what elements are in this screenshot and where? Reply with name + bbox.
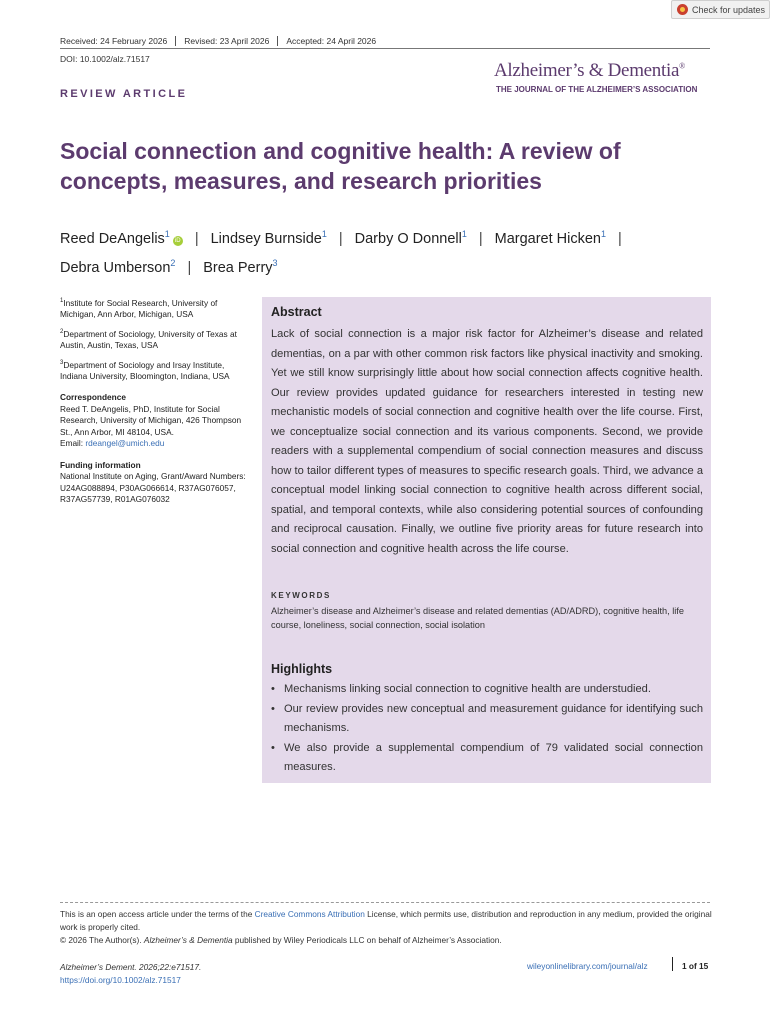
abstract-text: Lack of social connection is a major risk factor for Alzheimer’s disease and related dementias, on a par with other common risk factors like physical inactivity and smoking. Yet we still know surprisingly little about how social connection affects cognitive health. Our review provides updated guidance for researchers interested in testing new mechanistic models of social connection and cognitive health over the life course. First, we conceptualize social connection and its various components. Second, we provide readers with a supplemental compendium of social connection measures and discuss how to tailor different types of measures to specific research goals. Third, we advance a conceptual model linking social connection to cognitive health across different social, spatial, and temporal contexts, while also considering potential sources of confounding and reciprocal causation. Finally, we outline five priority areas for future research into social connection and cognitive health across the life course.	[271, 328, 703, 555]
article-doi: DOI: 10.1002/alz.71517	[60, 54, 150, 64]
check-for-updates-label: Check for updates	[692, 4, 766, 15]
keywords-text: Alzheimer’s disease and Alzheimer’s disease and related dementias (AD/ADRD), cognitive health, life course, loneliness, social connection, social isolation	[271, 606, 684, 630]
article-sidebar	[60, 296, 250, 506]
author-separator: |	[194, 230, 199, 247]
footer-citation	[60, 961, 201, 987]
author[interactable]: Brea Perry$^3$	[203, 257, 278, 276]
license-notice	[60, 908, 712, 947]
orcid-icon[interactable]: iD	[173, 236, 183, 246]
abstract-heading: Abstract	[271, 305, 322, 319]
author[interactable]: Margaret Hicken$^1$	[494, 229, 607, 247]
citation-text: Alzheimer’s Dement. 2026;22:e71517.	[60, 962, 202, 972]
license-divider	[60, 902, 710, 903]
header-divider	[60, 48, 710, 49]
check-for-updates-button[interactable]	[671, 0, 770, 19]
affiliation: $^3$Department of Sociology and Irsay Institute, Indiana University, Bloomington, Indiana, USA	[60, 359, 230, 381]
funding-text: National Institute on Aging, Grant/Award Numbers: U24AG088894, P30AG066614, R37AG076057, R37AG57739, R01AG076032	[60, 471, 246, 505]
received-date: Received: 24 February 2026	[60, 36, 176, 46]
journal-url-link[interactable]: wileyonlinelibrary.com/journal/alz	[527, 961, 648, 971]
author[interactable]: Darby O Donnell$^1$	[354, 229, 467, 247]
affiliation: $^1$Institute for Social Research, University of Michigan, Ann Arbor, Michigan, USA	[60, 297, 218, 320]
article-dates	[60, 36, 384, 46]
creative-commons-link[interactable]: Creative Commons Attribution	[254, 909, 365, 919]
funding-heading: Funding information	[60, 459, 141, 470]
keywords-heading: KEYWORDS	[271, 591, 331, 600]
journal-subtitle: THE JOURNAL OF THE ALZHEIMER’S ASSOCIATION	[496, 85, 698, 94]
highlight-item: • Our review provides new conceptual and measurement guidance for identifying such mechanisms.	[271, 700, 703, 739]
highlight-item: • We also provide a supplemental compendium of 79 validated social connection measures.	[271, 739, 703, 778]
journal-logo	[494, 60, 685, 82]
highlight-item: • Mechanisms linking social connection to cognitive health are understudied.	[271, 680, 703, 700]
accepted-date: Accepted: 24 April 2026	[286, 36, 377, 46]
author[interactable]: Lindsey Burnside$^1$	[210, 229, 327, 247]
author-separator: |	[618, 230, 622, 247]
copyright-text: © 2026 The Author(s). Alzheimer’s & Dementia published by Wiley Periodicals LLC on behalf of Alzheimer’s Association.	[60, 935, 502, 945]
journal-name: Alzheimer’s & Dementia	[494, 60, 680, 81]
footer-divider	[672, 957, 673, 971]
author-separator: |	[338, 230, 343, 247]
article-type: REVIEW ARTICLE	[60, 88, 188, 100]
revised-date: Revised: 23 April 2026	[176, 36, 278, 46]
author[interactable]: Reed DeAngelis$^1$iD	[60, 222, 183, 251]
journal-trademark: ®	[679, 61, 685, 71]
correspondence-email-link[interactable]: rdeangel@umich.edu	[85, 438, 165, 449]
correspondence-text: Reed T. DeAngelis, PhD, Institute for Social Research, University of Michigan, 426 Thompson St., Ann Arbor, MI 48104, USA.	[60, 403, 242, 437]
highlights-list	[271, 680, 703, 778]
affiliation: $^2$Department of Sociology, University of Texas at Austin, Austin, Texas, USA	[60, 328, 237, 351]
highlights-heading: Highlights	[271, 662, 333, 676]
correspondence-heading: Correspondence	[60, 392, 126, 403]
correspondence-email-line: Email: rdeangel@umich.edu	[60, 438, 165, 449]
article-title: Social connection and cognitive health: A review of concepts, measures, and research priorities	[60, 138, 621, 194]
author-separator: |	[187, 259, 192, 276]
page-number: 1 of 15	[682, 961, 709, 971]
footer-doi-link[interactable]: https://doi.org/10.1002/alz.71517	[60, 975, 181, 985]
license-text: This is an open access article under the terms of the Creative Commons Attribution License, which permits use, distribution and reproduction in any medium, provided the original work is properly cited.	[60, 909, 712, 932]
author-separator: |	[478, 230, 483, 247]
crossmark-icon	[677, 4, 688, 15]
author[interactable]: Debra Umberson$^2$	[60, 257, 176, 276]
author-list	[60, 222, 710, 280]
